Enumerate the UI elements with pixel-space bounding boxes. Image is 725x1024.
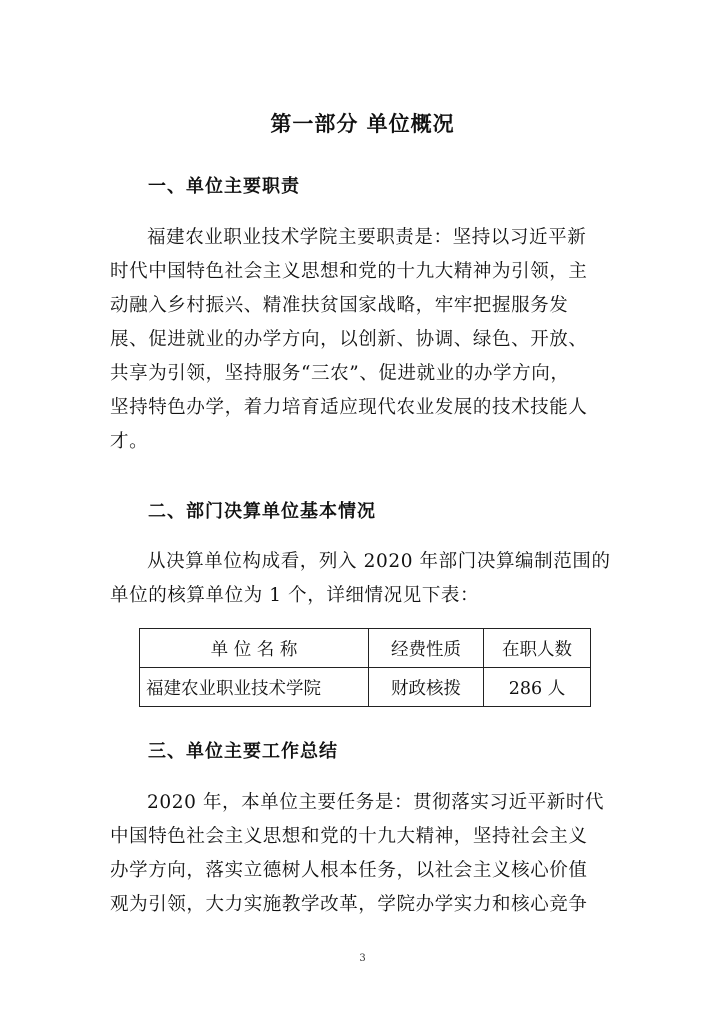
paragraph-line: 观为引领，大力实施教学改革，学院办学实力和核心竞争 <box>110 894 588 915</box>
paragraph-basic-info <box>110 545 610 613</box>
paragraph-duties <box>110 221 610 459</box>
paragraph-work-summary <box>110 786 610 922</box>
paragraph-line: 才。 <box>110 431 149 452</box>
page-number: 3 <box>359 953 366 964</box>
paragraph-line: 从决算单位构成看，列入 2020 年部门决算编制范围的 <box>147 551 611 572</box>
table-cell-unit-name: 福建农业职业技术学院 <box>140 668 369 707</box>
table-header-cell: 单 位 名 称 <box>140 629 369 668</box>
paragraph-line: 中国特色社会主义思想和党的十九大精神，坚持社会主义 <box>110 826 588 847</box>
table-header-row <box>140 629 591 668</box>
section-heading-basic-info: 二、部门决算单位基本情况 <box>148 501 376 522</box>
paragraph-line: 时代中国特色社会主义思想和党的十九大精神为引领，主 <box>110 261 588 282</box>
paragraph-line: 坚持特色办学，着力培育适应现代农业发展的技术技能人 <box>110 397 588 418</box>
unit-table <box>139 628 591 707</box>
paragraph-line: 展、促进就业的办学方向，以创新、协调、绿色、开放、 <box>110 329 588 350</box>
table-row <box>140 668 591 707</box>
table-cell-funding-type: 财政核拨 <box>369 668 484 707</box>
paragraph-line: 动融入乡村振兴、精准扶贫国家战略，牢牢把握服务发 <box>110 295 569 316</box>
paragraph-line: 福建农业职业技术学院主要职责是：坚持以习近平新 <box>147 227 587 248</box>
table-cell-staff-count: 286 人 <box>484 668 591 707</box>
table-header-cell: 经费性质 <box>369 629 484 668</box>
paragraph-line: 共享为引领，坚持服务“三农”、促进就业的办学方向， <box>110 363 570 384</box>
paragraph-line: 办学方向，落实立德树人根本任务，以社会主义核心价值 <box>110 860 588 881</box>
section-heading-work-summary: 三、单位主要工作总结 <box>148 741 338 762</box>
page-title: 第一部分 单位概况 <box>270 112 455 136</box>
paragraph-line: 2020 年，本单位主要任务是：贯彻落实习近平新时代 <box>147 792 605 813</box>
table-header-cell: 在职人数 <box>484 629 591 668</box>
section-heading-duties: 一、单位主要职责 <box>148 176 300 197</box>
paragraph-line: 单位的核算单位为 1 个，详细情况见下表： <box>110 585 480 606</box>
